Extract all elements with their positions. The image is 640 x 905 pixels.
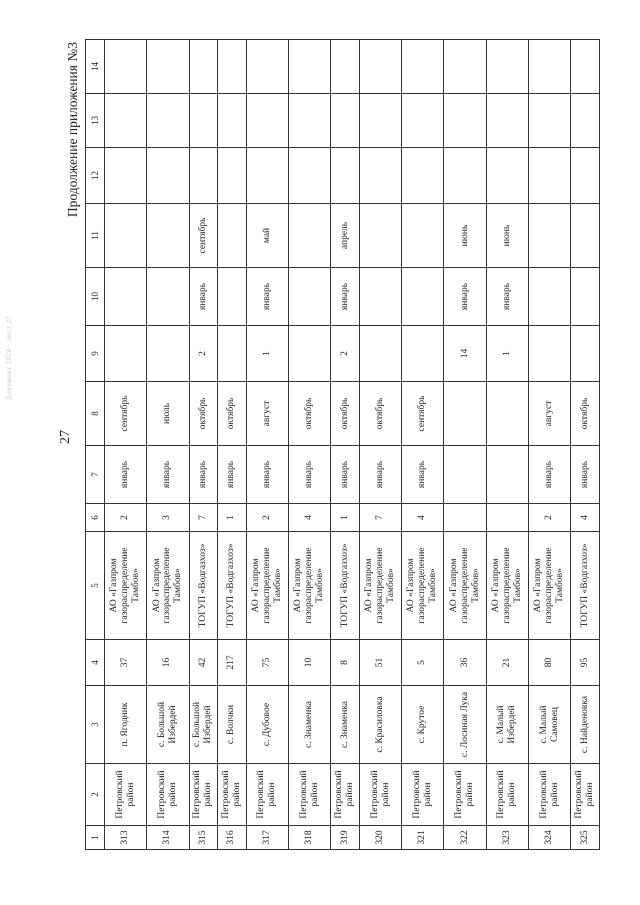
table-cell [444,504,486,532]
table-cell [571,94,600,148]
table-cell: Петровский район [289,764,331,826]
table-cell: Петровский район [246,764,288,826]
table-cell [529,40,571,94]
table-cell [289,326,331,382]
table-cell: Петровский район [444,764,486,826]
table-cell: АО «Газпром газораспределение Тамбов» [402,532,444,640]
column-header: 12 [86,148,105,204]
table-cell: 7 [189,504,218,532]
table-row [359,40,401,850]
table-cell [444,446,486,504]
table-row [289,40,331,850]
table-cell [246,148,288,204]
table-cell: АО «Газпром газораспределение Тамбов» [529,532,571,640]
table-cell [486,94,528,148]
table-cell [331,40,360,94]
table-body [105,40,600,850]
column-number-row [86,40,105,850]
table-cell [289,204,331,268]
table-cell [444,40,486,94]
table-cell [529,204,571,268]
table-cell [218,40,247,94]
data-table [85,39,600,850]
table-cell: январь [105,446,147,504]
table-row [105,40,147,850]
table-cell: январь [331,446,360,504]
table-cell: с. Найденовка [571,686,600,764]
table-cell: 315 [189,826,218,850]
table-cell [105,268,147,326]
table-cell: ТОГУП «Водгазхоз» [331,532,360,640]
column-header: 2 [86,764,105,826]
table-row [218,40,247,850]
table-cell: 21 [486,640,528,686]
table-cell [571,148,600,204]
table-cell [218,94,247,148]
table-cell: январь [218,446,247,504]
table-cell: 2 [246,504,288,532]
table-cell: 320 [359,826,401,850]
table-cell [571,40,600,94]
table-cell [189,40,218,94]
column-header: 11 [86,204,105,268]
column-header: 7 [86,446,105,504]
table-cell: 325 [571,826,600,850]
table-cell: 1 [331,504,360,532]
table-cell: 75 [246,640,288,686]
table-cell: январь [189,446,218,504]
table-cell: п. Ягодник [105,686,147,764]
table-cell: октябрь [331,382,360,446]
table-cell [147,148,189,204]
table-cell: октябрь [359,382,401,446]
table-cell: с. Знаменка [331,686,360,764]
table-cell: январь [289,446,331,504]
table-cell: ТОГУП «Водгазхоз» [571,532,600,640]
table-cell: Петровский район [218,764,247,826]
table-cell [402,94,444,148]
table-cell: октябрь [189,382,218,446]
table-cell: ТОГУП «Водгазхоз» [189,532,218,640]
table-cell: 313 [105,826,147,850]
table-cell: Петровский район [402,764,444,826]
table-cell [289,148,331,204]
table-cell [289,40,331,94]
table-cell: 4 [571,504,600,532]
table-cell: 322 [444,826,486,850]
table-cell: январь [189,268,218,326]
table-cell: январь [147,446,189,504]
table-cell: сентябрь [189,204,218,268]
table-cell: январь [359,446,401,504]
column-header: 14 [86,40,105,94]
table-cell: АО «Газпром газораспределение Тамбов» [486,532,528,640]
column-header: 8 [86,382,105,446]
table-cell [529,326,571,382]
table-cell: с. Малый Избердей [486,686,528,764]
table-cell [218,268,247,326]
column-header: 6 [86,504,105,532]
table-cell [529,94,571,148]
table-cell [147,268,189,326]
table-cell [331,148,360,204]
table-cell: 2 [331,326,360,382]
table-cell: сентябрь [402,382,444,446]
table-cell: январь [402,446,444,504]
appendix-caption: Продолжение приложения №3 [65,42,80,218]
table-cell [486,446,528,504]
table-cell [444,148,486,204]
table-row [571,40,600,850]
table-cell: август [529,382,571,446]
table-cell [331,94,360,148]
table-cell: январь [246,268,288,326]
table-row [486,40,528,850]
table-cell [402,40,444,94]
table-cell: 37 [105,640,147,686]
table-cell [402,326,444,382]
table-cell: июль [147,382,189,446]
table-row [147,40,189,850]
table-cell [105,40,147,94]
table-cell: 3 [147,504,189,532]
table-cell: 2 [529,504,571,532]
table-cell: 42 [189,640,218,686]
table-cell: с. Большой Избердей [147,686,189,764]
table-cell [529,148,571,204]
table-cell: ТОГУП «Водгазхоз» [218,532,247,640]
table-cell: АО «Газпром газораспределение Тамбов» [359,532,401,640]
table-cell: 8 [331,640,360,686]
table-cell: 1 [218,504,247,532]
table-cell [289,268,331,326]
table-cell [359,204,401,268]
table-cell: 314 [147,826,189,850]
table-cell [359,268,401,326]
table-cell: 2 [189,326,218,382]
table-cell: 10 [289,640,331,686]
table-cell: с. Крутое [402,686,444,764]
table-cell: с. Большой Избердей [189,686,218,764]
column-header: 10 [86,268,105,326]
table-cell [218,326,247,382]
table-cell: июнь [486,204,528,268]
table-row [189,40,218,850]
column-header: 5 [86,532,105,640]
table-cell: 1 [246,326,288,382]
table-cell: 317 [246,826,288,850]
table-cell: с. Малый Самовец [529,686,571,764]
table-cell [359,148,401,204]
table-cell: 80 [529,640,571,686]
table-cell: Петровский район [189,764,218,826]
table-cell: с. Знаменка [289,686,331,764]
scan-watermark: Документ 2024 · лист 27 [5,315,13,400]
table-cell: с. Красиловка [359,686,401,764]
column-header: 1 [86,826,105,850]
table-cell [486,40,528,94]
table-cell [218,204,247,268]
table-cell [359,326,401,382]
table-cell: 4 [402,504,444,532]
table-cell: АО «Газпром газораспределение Тамбов» [147,532,189,640]
table-cell: Петровский район [359,764,401,826]
table-cell [571,204,600,268]
table-cell: АО «Газпром газораспределение Тамбов» [246,532,288,640]
table-cell: август [246,382,288,446]
table-cell [359,94,401,148]
table-cell [105,204,147,268]
table-cell [444,382,486,446]
table-cell: январь [246,446,288,504]
table-cell: 5 [402,640,444,686]
table-cell [147,40,189,94]
table-cell: АО «Газпром газораспределение Тамбов» [289,532,331,640]
table-cell: Петровский район [105,764,147,826]
table-cell: 7 [359,504,401,532]
table-cell [105,94,147,148]
table-row [444,40,486,850]
table-cell: октябрь [289,382,331,446]
table-cell: январь [571,446,600,504]
table-cell [359,40,401,94]
table-cell: 316 [218,826,247,850]
table-cell: 323 [486,826,528,850]
column-header: 13 [86,94,105,148]
table-cell [147,94,189,148]
table-cell: 16 [147,640,189,686]
table-cell [147,326,189,382]
table-cell: Петровский район [529,764,571,826]
table-cell: 2 [105,504,147,532]
table-cell [147,204,189,268]
table-cell: 51 [359,640,401,686]
table-cell [571,268,600,326]
table-cell [486,148,528,204]
table-cell [529,268,571,326]
table-cell: 324 [529,826,571,850]
table-cell: январь [331,268,360,326]
table-cell [246,94,288,148]
table-cell [189,94,218,148]
table-cell: 14 [444,326,486,382]
table-cell: 4 [289,504,331,532]
table-cell [189,148,218,204]
table-cell [486,382,528,446]
table-cell [289,94,331,148]
table-cell [571,326,600,382]
table-cell: Петровский район [147,764,189,826]
table-cell [402,268,444,326]
table-cell: АО «Газпром газораспределение Тамбов» [105,532,147,640]
table-cell: январь [529,446,571,504]
table-cell: июнь [444,204,486,268]
table-cell: май [246,204,288,268]
table-cell [105,148,147,204]
table-cell: апрель [331,204,360,268]
table-cell: 217 [218,640,247,686]
table-cell: с. Волчки [218,686,247,764]
table-cell: октябрь [218,382,247,446]
table-cell [444,94,486,148]
table-row [529,40,571,850]
table-row [402,40,444,850]
table-cell: 36 [444,640,486,686]
table-cell [105,326,147,382]
table-cell: с. Лосиная Лука [444,686,486,764]
table-cell [402,148,444,204]
table-cell: 319 [331,826,360,850]
table-cell [486,504,528,532]
page-number: 27 [58,430,73,444]
column-header: 3 [86,686,105,764]
table-cell [218,148,247,204]
table-cell: Петровский район [331,764,360,826]
table-cell: 321 [402,826,444,850]
table-cell: с. Дубовое [246,686,288,764]
column-header: 9 [86,326,105,382]
column-header: 4 [86,640,105,686]
table-row [331,40,360,850]
table-cell: сентябрь [105,382,147,446]
table-cell: 318 [289,826,331,850]
table-cell [402,204,444,268]
table-cell: октябрь [571,382,600,446]
table-cell: 1 [486,326,528,382]
table-cell: Петровский район [571,764,600,826]
table-cell: январь [444,268,486,326]
table-row [246,40,288,850]
table-cell: АО «Газпром газораспределение Тамбов» [444,532,486,640]
table-cell: 95 [571,640,600,686]
table-cell: Петровский район [486,764,528,826]
table-cell [246,40,288,94]
table-cell: январь [486,268,528,326]
